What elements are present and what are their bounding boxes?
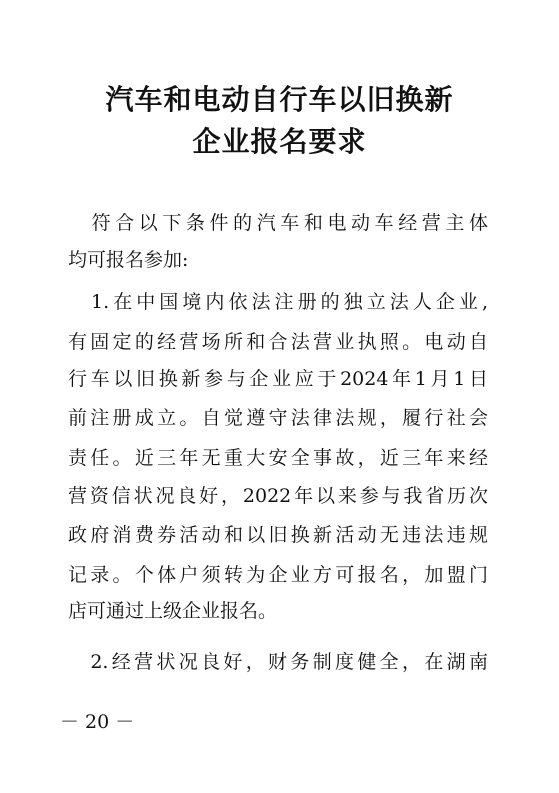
body-line-7: 责任。近三年无重大安全事故，近三年来经 [68,447,488,469]
body-line-5: 行车以旧换新参与企业应于2024年1月1日 [68,368,488,390]
body-line-11: 店可通过上级企业报名。 [68,600,278,622]
body-line-8: 营资信状况良好，2022年以来参与我省历次 [68,485,488,507]
body-line-4: 有固定的经营场所和合法营业执照。电动自 [68,331,488,353]
body-line-2: 均可报名参加: [68,249,189,271]
body-line-9: 政府消费券活动和以旧换新活动无违法违规 [68,524,488,546]
body-line-6: 前注册成立。自觉遵守法律法规，履行社会 [68,407,488,429]
body-line-12: 2.经营状况良好，财务制度健全，在湖南 [68,651,488,673]
page-number: － 20 － [60,711,135,733]
document-title-line-1: 汽车和电动自行车以旧换新 [105,83,454,116]
body-line-10: 记录。个体户须转为企业方可报名，加盟门 [68,564,488,586]
body-line-3: 1.在中国境内依法注册的独立法人企业, [68,291,488,313]
body-line-1: 符合以下条件的汽车和电动车经营主体 [68,212,488,234]
document-title-line-2: 企业报名要求 [192,125,367,158]
